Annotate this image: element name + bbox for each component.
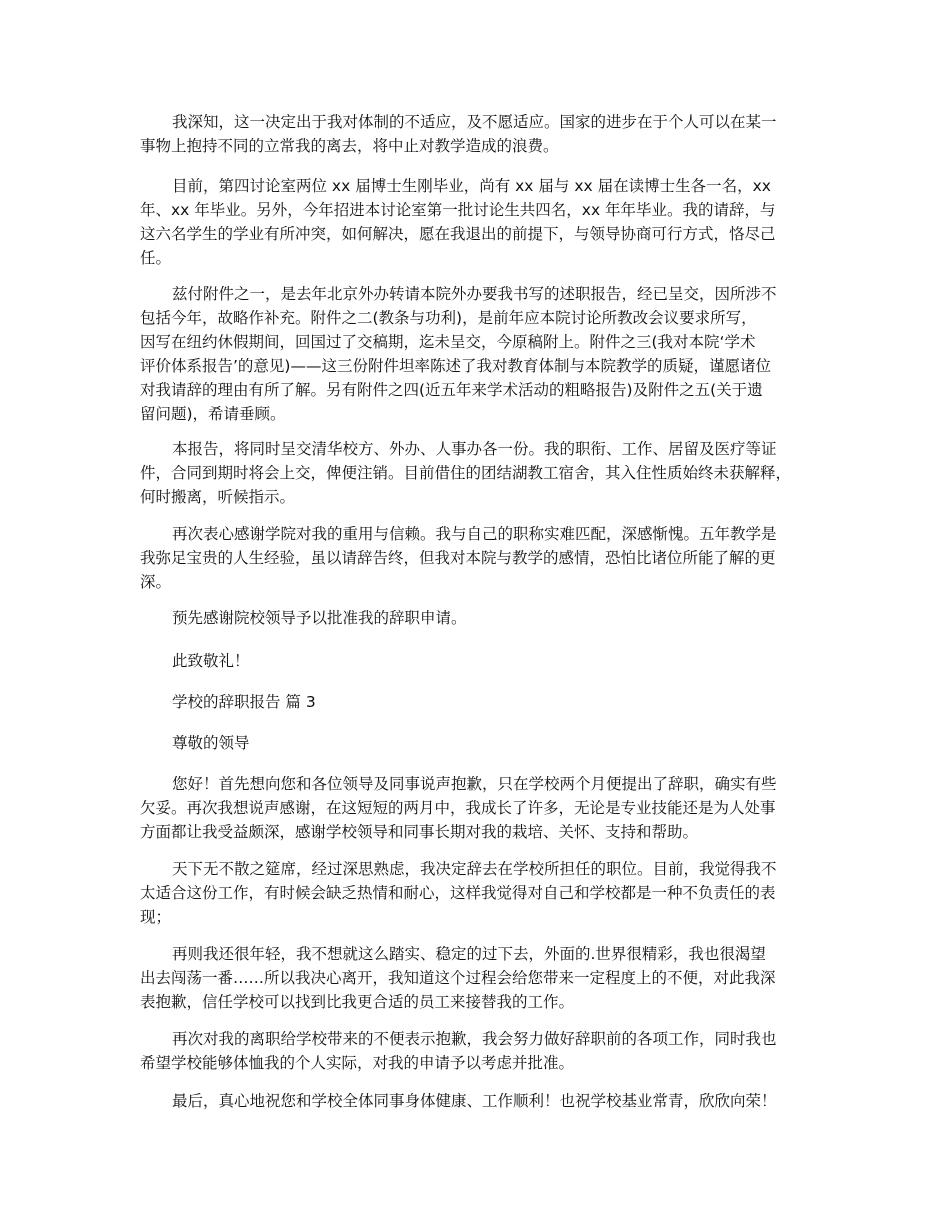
paragraph-future-plans [140,942,820,1014]
paragraph-decision [140,857,820,929]
text-line: 我深知，这一决定出于我对体制的不适应，及不愿适应。国家的进步在于个人可以在某一 [172,113,777,131]
text-line: 兹付附件之一，是去年北京外办转请本院外办要我书写的述职报告，经已呈交，因所涉不 [172,285,777,303]
text-line: 因写在纽约休假期间，回国过了交稿期，迄未呈交，今原稿附上。附件之三(我对本院‘学术 [140,333,756,351]
paragraph-students-status [140,174,820,270]
text-line: 何时搬离，听候指示。 [140,488,296,506]
text-line: 天下无不散之筵席，经过深思熟虑，我决定辞去在学校所担任的职位。目前，我觉得我不 [172,860,777,878]
text-line: 留问题)，希请垂顾。 [140,405,286,423]
text-line: 出去闯荡一番……所以我决心离开，我知道这个过程会给您带来一定程度上的不便，对此我深 [140,969,776,987]
text-line: 目前，第四讨论室两位 xx 届博士生刚毕业，尚有 xx 届与 xx 届在读博士生各一名，xx [172,177,771,195]
text-line: 本报告，将同时呈交清华校方、外办、人事办各一份。我的职衔、工作、居留及医疗等证 [172,440,777,458]
paragraph-resignation-reason [140,110,820,158]
text-line: 评价体系报告’的意见)——这三份附件坦率陈述了我对教育体制与本院教学的质疑，谨愿诸位 [140,357,771,375]
text-line: 年、xx 年毕业。另外，今年招进本讨论室第一批讨论生共四名，xx 年年毕业。我的请辞，与 [140,201,776,219]
text-line: 任。 [140,249,172,267]
text-line: 欠妥。再次我想说声感谢，在这短短的两月中，我成长了许多，无论是专业技能还是为人处事 [140,799,776,817]
text-line: 方面都让我受益颇深，感谢学校领导和同事长期对我的栽培、关怀、支持和帮助。 [140,823,699,841]
paragraph-request-approval [140,1027,820,1075]
paragraph-report-copies [140,437,820,509]
text-line: 深。 [140,573,172,591]
text-line: 再则我还很年轻，我不想就这么踏实、稳定的过下去，外面的.世界很精彩，我也很渴望 [172,945,766,963]
text-line: 再次对我的离职给学校带来的不便表示抱歉，我会努力做好辞职前的各项工作，同时我也 [172,1030,777,1048]
paragraph-gratitude [140,522,820,594]
text-line: 对我请辞的理由有所了解。另有附件之四(近五年来学术活动的粗略报告)及附件之五(关于遗 [140,381,763,399]
paragraph-best-wishes [140,1089,820,1113]
salutation-closing: 此致敬礼！ [172,652,250,670]
text-line: 表抱歉，信任学校可以找到比我更合适的员工来接替我的工作。 [140,993,575,1011]
text-line: 再次表心感谢学院对我的重用与信赖。我与自己的职称实难匹配，深感惭愧。五年教学是 [172,525,777,543]
text-line: 现； [140,908,172,926]
paragraph-attachments [140,282,820,426]
text-line: 您好！首先想向您和各位领导及同事说声抱歉，只在学校两个月便提出了辞职，确实有些 [172,775,777,793]
text-line: 我弥足宝贵的人生经验，虽以请辞告终，但我对本院与教学的感情，恐怕比诸位所能了解的更 [140,549,776,567]
text-line: 最后，真心地祝您和学校全体同事身体健康、工作顺利！也祝学校基业常青，欣欣向荣！ [172,1092,777,1110]
text-line: 希望学校能够体恤我的个人实际，对我的申请予以考虑并批准。 [140,1054,575,1072]
text-line: 太适合这份工作，有时候会缺乏热情和耐心，这样我觉得对自己和学校都是一种不负责任的表 [140,884,776,902]
text-line: 这六名学生的学业有所冲突，如何解决，愿在我退出的前提下，与领导协商可行方式，恪尽己 [140,225,776,243]
greeting-line: 尊敬的领导 [172,734,250,752]
text-line: 事物上抱持不同的立常我的离去，将中止对教学造成的浪费。 [140,137,559,155]
text-line: 件，合同到期时将会上交，俾便注销。目前借住的团结湖教工宿舍，其入住性质始终未获解释， [140,464,792,482]
section-heading: 学校的辞职报告 篇 3 [172,693,316,711]
paragraph-apology [140,772,820,844]
approval-request-line: 预先感谢院校领导予以批准我的辞职申请。 [172,609,467,627]
text-line: 包括今年，故略作补充。附件之二(教条与功利)，是前年应本院讨论所教改会议要求所写， [140,309,757,327]
